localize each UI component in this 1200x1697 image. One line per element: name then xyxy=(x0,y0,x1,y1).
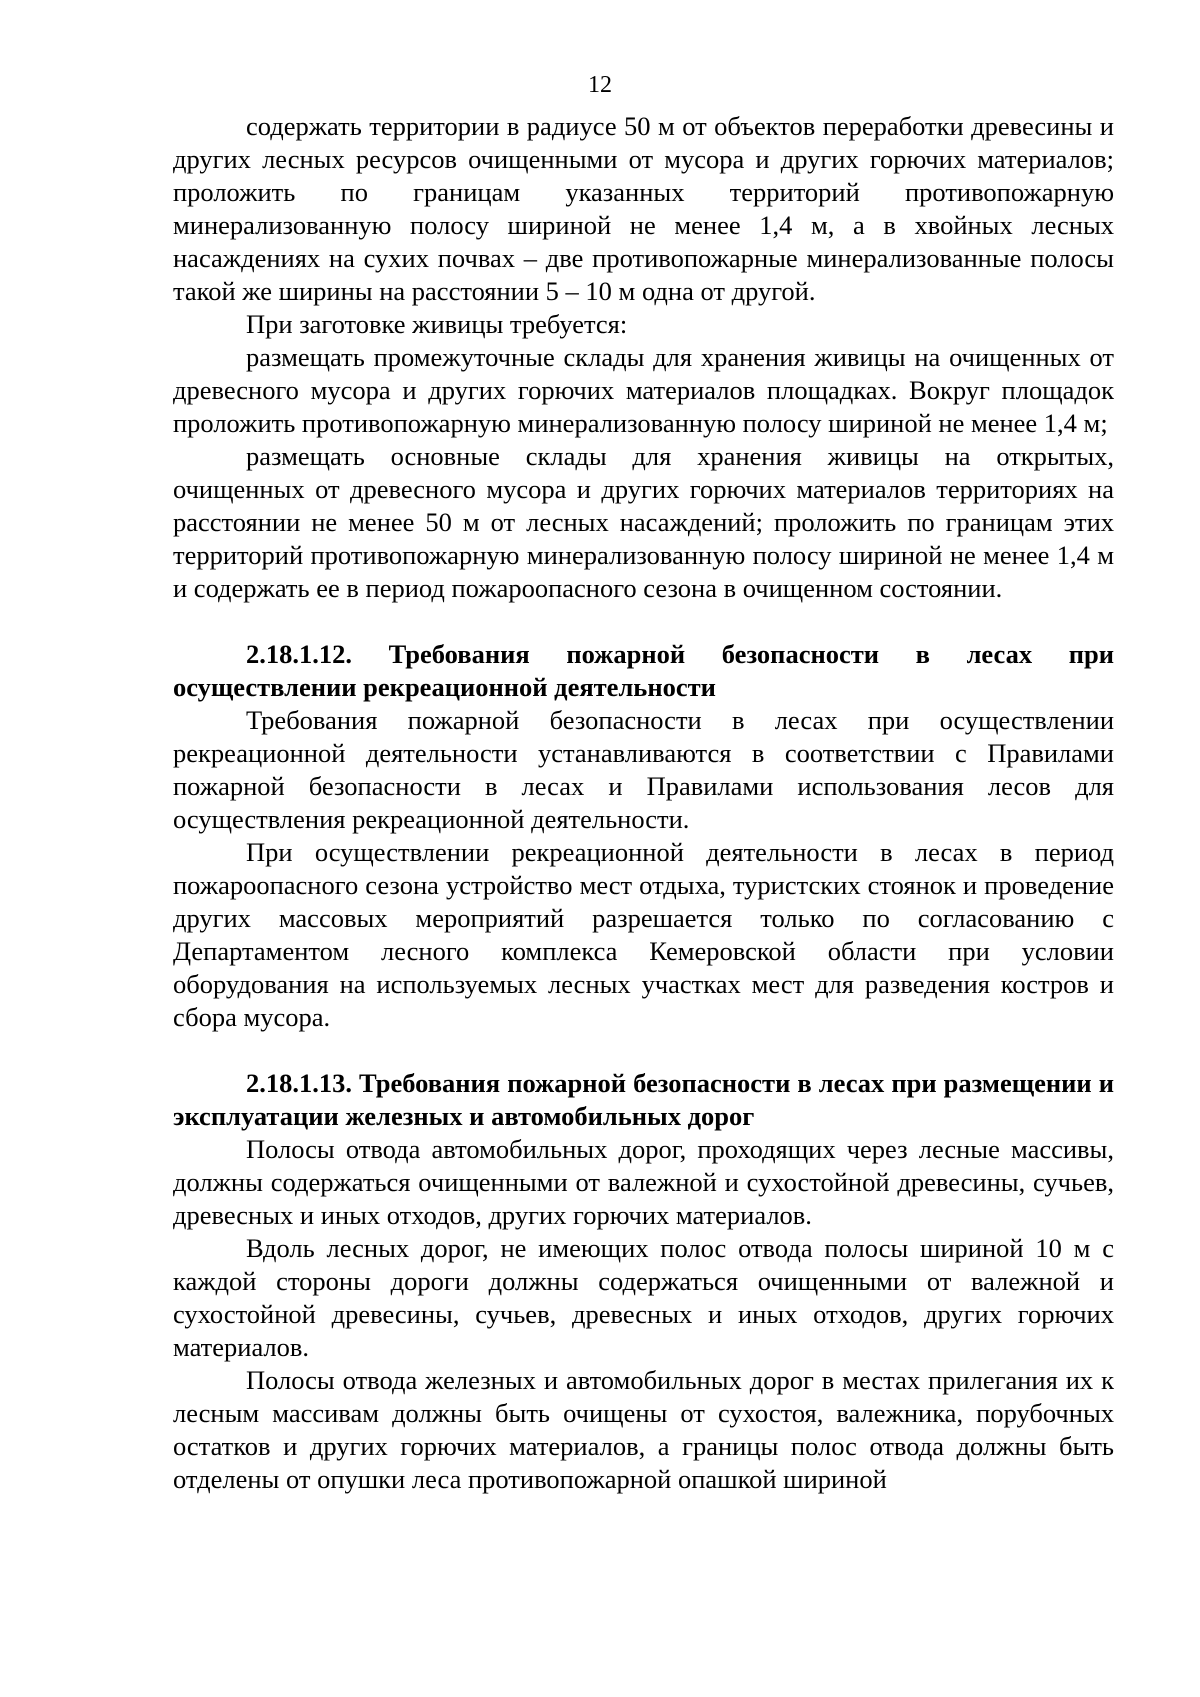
paragraph: При заготовке живицы требуется: xyxy=(246,309,628,339)
section-heading: 2.18.1.13. Требования пожарной безопасности в лесах при размещении и эксплуатации железных и автомобильных дорог xyxy=(173,1068,1114,1131)
paragraph: Полосы отвода автомобильных дорог, проходящих через лесные массивы, должны содержаться очищенными от валежной и сухостойной древесины, сучьев, древесных и иных отходов, других горючих материалов. xyxy=(173,1134,1114,1230)
document-body xyxy=(173,110,1114,1496)
section-heading: 2.18.1.12. Требования пожарной безопасности в лесах при осуществлении рекреационной деятельности xyxy=(173,639,1114,702)
paragraph: Требования пожарной безопасности в лесах при осуществлении рекреационной деятельности устанавливаются в соответствии с Правилами пожарной безопасности в лесах и Правилами использования лесов для осуществления рекреационной деятельности. xyxy=(173,705,1114,834)
paragraph: При осуществлении рекреационной деятельности в лесах в период пожароопасного сезона устройство мест отдыха, туристских стоянок и проведение других массовых мероприятий разрешается только по согласованию с Департаментом лесного комплекса Кемеровской области при условии оборудования на используемых лесных участках мест для разведения костров и сбора мусора. xyxy=(173,837,1114,1032)
paragraph: Полосы отвода железных и автомобильных дорог в местах прилегания их к лесным массивам должны быть очищены от сухостоя, валежника, порубочных остатков и других горючих материалов, а границы полос отвода должны быть отделены от опушки леса противопожарной опашкой шириной xyxy=(173,1365,1114,1494)
paragraph: содержать территории в радиусе 50 м от объектов переработки древесины и других лесных ресурсов очищенными от мусора и других горючих материалов; проложить по границам указанных территорий противопожарную минерализованную полосу шириной не менее 1,4 м, а в хвойных лесных насаждениях на сухих почвах – две противопожарные минерализованные полосы такой же ширины на расстоянии 5 – 10 м одна от другой. xyxy=(173,111,1114,306)
paragraph: Вдоль лесных дорог, не имеющих полос отвода полосы шириной 10 м с каждой стороны дороги должны содержаться очищенными от валежной и сухостойной древесины, сучьев, древесных и иных отходов, других горючих материалов. xyxy=(173,1233,1114,1362)
paragraph: размещать основные склады для хранения живицы на открытых, очищенных от древесного мусора и других горючих материалов территориях на расстоянии не менее 50 м от лесных насаждений; проложить по границам этих территорий противопожарную минерализованную полосу шириной не менее 1,4 м и содержать ее в период пожароопасного сезона в очищенном состоянии. xyxy=(173,441,1114,603)
page-number: 12 xyxy=(588,72,612,98)
paragraph: размещать промежуточные склады для хранения живицы на очищенных от древесного мусора и других горючих материалов площадках. Вокруг площадок проложить противопожарную минерализованную полосу шириной не менее 1,4 м; xyxy=(173,342,1114,438)
